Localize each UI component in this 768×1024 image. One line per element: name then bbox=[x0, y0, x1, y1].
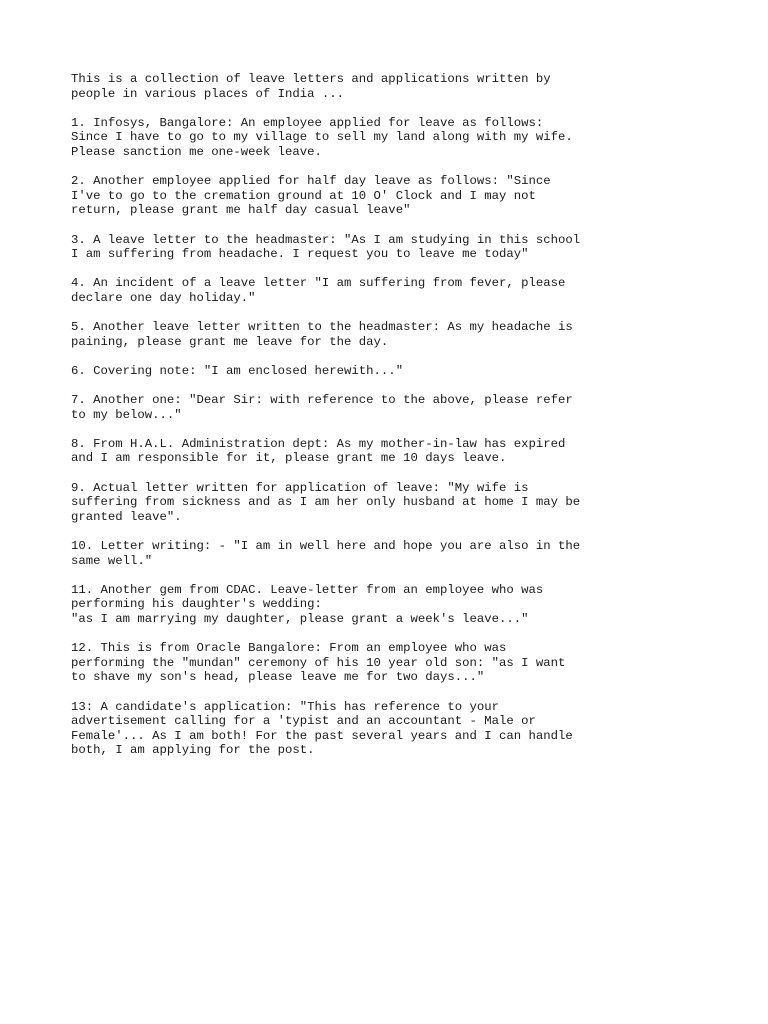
list-item: 11. Another gem from CDAC. Leave-letter from an employee who was performing his daughter's wedding: "as I am marrying my daughter, please grant a week's leave..." bbox=[71, 582, 544, 626]
list-item: 2. Another employee applied for half day leave as follows: "Since I've to go to the cremation ground at 10 O' Clock and I may not return, please grant me half day casual leave" bbox=[71, 174, 551, 218]
list-item: 9. Actual letter written for application of leave: "My wife is suffering from sickness and as I am her only husband at home I may be granted leave". bbox=[71, 480, 581, 524]
list-item: 12. This is from Oracle Bangalore: From an employee who was performing the "mundan" ceremony of his 10 year old son: "as I want to shave my son's head, please leave me for two days..." bbox=[71, 641, 566, 685]
list-item: 5. Another leave letter written to the headmaster: As my headache is paining, please grant me leave for the day. bbox=[71, 320, 573, 349]
list-item: 4. An incident of a leave letter "I am suffering from fever, please declare one day holiday." bbox=[71, 276, 566, 305]
list-item: 13: A candidate's application: "This has reference to your advertisement calling for a 'typist and an accountant - Male or Female'... As I am both! For the past several years and I can handle both, I am applying for the post. bbox=[71, 699, 573, 758]
document-body bbox=[71, 72, 711, 773]
list-item: 10. Letter writing: - "I am in well here and hope you are also in the same well." bbox=[71, 539, 581, 568]
list-item: 7. Another one: "Dear Sir: with reference to the above, please refer to my below..." bbox=[71, 393, 573, 422]
list-item: 8. From H.A.L. Administration dept: As my mother-in-law has expired and I am responsible for it, please grant me 10 days leave. bbox=[71, 436, 566, 466]
list-item: 3. A leave letter to the headmaster: "As I am studying in this school I am suffering from headache. I request you to leave me today" bbox=[71, 232, 581, 262]
list-item: 6. Covering note: "I am enclosed herewith..." bbox=[71, 363, 404, 378]
list-item: 1. Infosys, Bangalore: An employee applied for leave as follows: Since I have to go to my village to sell my land along with my wife. Please sanction me one-week leave. bbox=[71, 115, 573, 159]
intro-paragraph: This is a collection of leave letters and applications written by people in various places of India ... bbox=[71, 72, 551, 101]
